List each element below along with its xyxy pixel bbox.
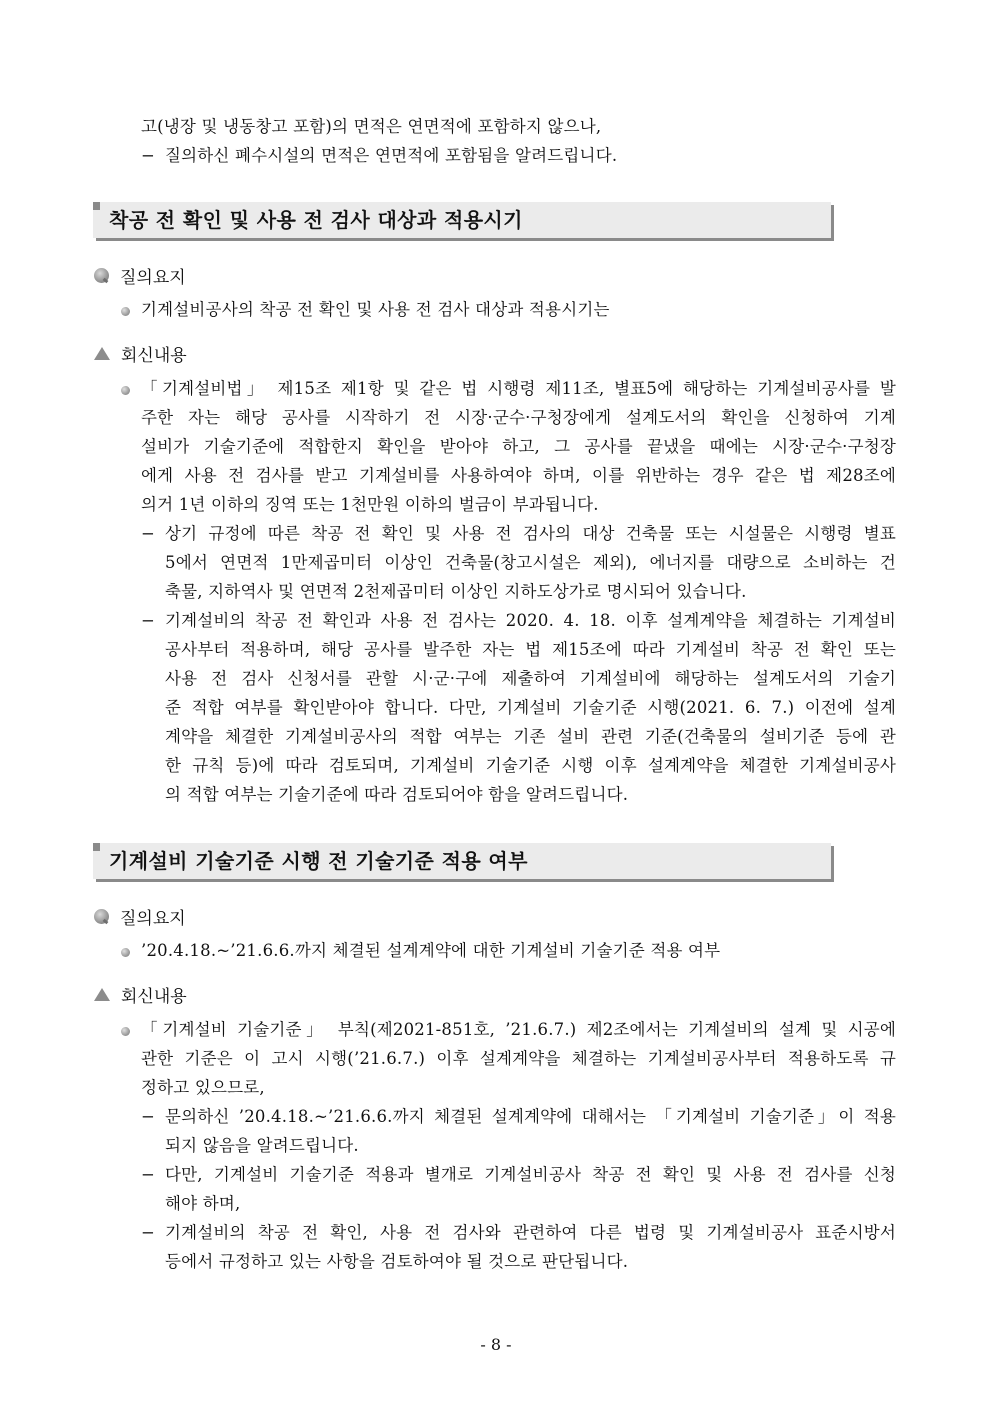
answer-sub-line: 한 규칙 등)에 따라 검토되며, 기계설비 기술기준 시행 이후 설계계약을 체결한 기계설비공사 [165, 756, 896, 775]
answer-line: 정하고 있으므로, [141, 1078, 265, 1097]
triangle-icon [94, 347, 110, 360]
dash-mark: − [141, 1223, 155, 1242]
magnifier-icon [94, 268, 109, 283]
section-heading-1 [93, 202, 831, 238]
question-text-2: ’20.4.18.~’21.6.6.까지 체결된 설계계약에 대한 기계설비 기술기준 적용 여부 [141, 941, 721, 960]
section-title-1: 착공 전 확인 및 사용 전 검사 대상과 적용시기 [109, 208, 523, 232]
bullet-icon [121, 1027, 130, 1036]
intro-line-1: 고(냉장 및 냉동창고 포함)의 면적은 연면적에 포함하지 않으나, [141, 117, 602, 136]
answer-line: 「기계설비 기술기준」 부칙(제2021-851호, ’21.6.7.) 제2조에서는 기계설비의 설계 및 시공에 [141, 1020, 896, 1039]
answer-sub-line: 해야 하며, [165, 1194, 241, 1213]
answer-sub-line: 사용 전 검사 신청서를 관할 시·군·구에 제출하여 기계설비에 해당하는 설계도서의 기술기 [165, 669, 896, 688]
answer-line: 주한 자는 해당 공사를 시작하기 전 시장·군수·구청장에게 설계도서의 확인을 신청하여 기계 [141, 408, 896, 427]
section-title-2: 기계설비 기술기준 시행 전 기술기준 적용 여부 [109, 849, 528, 873]
answer-sub-line: 문의하신 ’20.4.18.~’21.6.6.까지 체결된 설계계약에 대해서는 「기계설비 기술기준」이 적용 [165, 1107, 896, 1126]
answer-line: 설비가 기술기준에 적합한지 확인을 받아야 하고, 그 공사를 끝냈을 때에는 시장·군수·구청장 [141, 437, 896, 456]
heading-marker [93, 843, 100, 851]
bullet-icon [121, 386, 130, 395]
question-label-1 [94, 263, 186, 287]
magnifier-icon [94, 909, 109, 924]
answer-sub-line: 준 적합 여부를 확인받아야 합니다. 다만, 기계설비 기술기준 시행(2021. 6. 7.) 이전에 설계 [165, 698, 896, 717]
answer-sub-line: 등에서 규정하고 있는 사항을 검토하여야 될 것으로 판단됩니다. [165, 1252, 629, 1271]
answer-label-text: 회신내용 [121, 345, 187, 366]
answer-sub-line: 공사부터 적용하며, 해당 공사를 발주한 자는 법 제15조에 따라 기계설비 착공 전 확인 또는 [165, 640, 896, 659]
dash-mark: − [141, 1107, 155, 1126]
answer-sub-line: 기계설비의 착공 전 확인, 사용 전 검사와 관련하여 다른 법령 및 기계설비공사 표준시방서 [165, 1223, 896, 1242]
answer-sub-line: 다만, 기계설비 기술기준 적용과 별개로 기계설비공사 착공 전 확인 및 사용 전 검사를 신청 [165, 1165, 896, 1184]
answer-label-1 [94, 341, 187, 365]
answer-sub-line: 축물, 지하역사 및 연면적 2천제곱미터 이상인 지하도상가로 명시되어 있습니다. [165, 582, 747, 601]
question-label-text: 질의요지 [120, 908, 186, 929]
page-number: - 8 - [480, 1335, 512, 1354]
question-label-text: 질의요지 [120, 267, 186, 288]
dash-mark: − [141, 611, 155, 630]
answer-line: 에게 사용 전 검사를 받고 기계설비를 사용하여야 하며, 이를 위반하는 경우 같은 법 제28조에 [141, 466, 896, 485]
answer-line: 관한 기준은 이 고시 시행(’21.6.7.) 이후 설계계약을 체결하는 기계설비공사부터 적용하도록 규 [141, 1049, 896, 1068]
bullet-icon [121, 307, 130, 316]
answer-label-2 [94, 982, 187, 1006]
answer-label-text: 회신내용 [121, 986, 187, 1007]
dash-mark: − [141, 146, 155, 165]
intro-line-2: 질의하신 폐수시설의 면적은 연면적에 포함됨을 알려드립니다. [165, 146, 618, 165]
answer-line: 의거 1년 이하의 징역 또는 1천만원 이하의 벌금이 부과됩니다. [141, 495, 599, 514]
answer-sub-line: 되지 않음을 알려드립니다. [165, 1136, 359, 1155]
question-text-1: 기계설비공사의 착공 전 확인 및 사용 전 검사 대상과 적용시기는 [141, 300, 610, 319]
question-label-2 [94, 904, 186, 928]
bullet-icon [121, 948, 130, 957]
answer-sub-line: 의 적합 여부는 기술기준에 따라 검토되어야 함을 알려드립니다. [165, 785, 629, 804]
dash-mark: − [141, 524, 155, 543]
answer-line: 「기계설비법」 제15조 제1항 및 같은 법 시행령 제11조, 별표5에 해당하는 기계설비공사를 발 [141, 379, 896, 398]
answer-sub-line: 계약을 체결한 기계설비공사의 적합 여부는 기존 설비 관련 기준(건축물의 설비기준 등에 관 [165, 727, 896, 746]
answer-sub-line: 5에서 연면적 1만제곱미터 이상인 건축물(창고시설은 제외), 에너지를 대량으로 소비하는 건 [165, 553, 896, 572]
answer-sub-line: 기계설비의 착공 전 확인과 사용 전 검사는 2020. 4. 18. 이후 설계계약을 체결하는 기계설비 [165, 611, 896, 630]
dash-mark: − [141, 1165, 155, 1184]
section-heading-2 [93, 843, 831, 879]
answer-sub-line: 상기 규정에 따른 착공 전 확인 및 사용 전 검사의 대상 건축물 또는 시설물은 시행령 별표 [165, 524, 896, 543]
triangle-icon [94, 988, 110, 1001]
heading-marker [93, 202, 100, 210]
